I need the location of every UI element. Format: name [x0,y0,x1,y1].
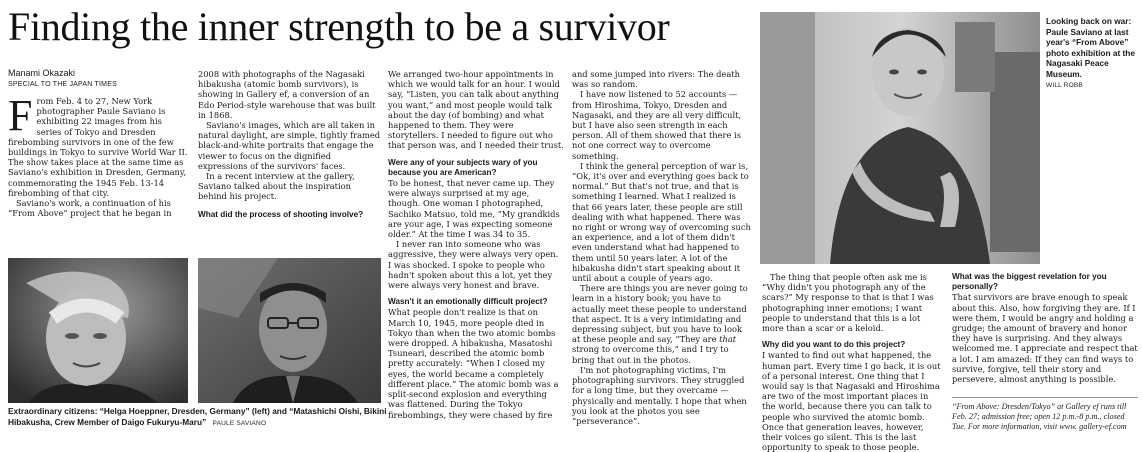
question-heading: Were any of your subjects wary of you because you are American? [388,157,538,177]
portrait-photo-matashichi [198,258,381,403]
byline-name: Manami Okazaki [8,68,76,78]
divider [952,397,1138,398]
paragraph: I have now listened to 52 accounts — from Hiroshima, Tokyo, Dresden and Nagasaki, and they are all very difficult, but I have also seen strength in each person. All of them showed that there is not one correct way to overcome something. [572,89,742,161]
photo-caption [8,406,388,429]
column-1 [8,91,188,219]
column-4 [572,69,752,426]
question-heading: Why did you want to do this project? [762,340,906,350]
question-heading: What was the biggest revelation for you personally? [952,272,1107,292]
photo-credit: PAULE SAVIANO [212,419,267,427]
column-2 [198,69,381,220]
caption-text: Looking back on war: Paule Saviano at last year's “From Above” photo exhibition at the Nagasaki Peace Museum. [1046,16,1135,79]
paragraph-text: strong to overcome this,” and I try to bring that out in the photos. [572,344,729,365]
paragraph: rom Feb. 4 to 27, New York photographer Paule Saviano is exhibiting 22 images from his series of Tokyo and Dresden firebombing survivors in one of the few buildings in Tokyo to survive World War II. The show takes place at the same time as Saviano's exhibition in Dresden, Germany, commemorating the 1945 Feb. 13-14 firebombing of that city. [8,96,188,198]
portrait-photo-helga [8,258,188,403]
question-heading: Wasn't it an emotionally difficult project? [388,297,548,307]
column-5 [762,272,944,452]
paragraph: The thing that people often ask me is “Why didn't you photograph any of the scars?” My response to that is that I was photographing inner emotions; I want people to understand that this is a lot more than a scar or a keloid. [762,272,934,334]
headline: Finding the inner strength to be a survivor [8,4,670,49]
paragraph: To be honest, that never came up. They were always surprised at my age, though. One woman I photographed, Sachiko Matsuo, told me, “My grandkids are your age, I was expecting someone older.” At the time I was 34 to 35. [388,178,560,240]
paragraph: 2008 with photographs of the Nagasaki hibakusha (atomic bomb survivors), is showing in Gallery ef, a conversion of an Edo Period-style warehouse that was built in 1868. [198,69,376,120]
paragraph: I wanted to find out what happened, the human part. Every time I go back, it is out of a personal interest. One thing that I would say is that Nagasaki and Hiroshima are two of the most important places in the world, because there you can talk to people who survived the atomic bomb. Once that generation leaves, however, their voices go silent. This is the last opportunity to speak to those people. [762,350,941,452]
column-6 [952,272,1138,384]
emphasis: that [719,334,737,345]
byline-source: SPECIAL TO THE JAPAN TIMES [8,81,117,88]
paragraph: Saviano's work, a continuation of his “From Above” project that he began in [8,198,172,219]
question-heading: What did the process of shooting involve? [198,209,364,219]
photo-credit: WILL ROBB [1046,82,1083,89]
paragraph: In a recent interview at the gallery, Saviano talked about the inspiration behind his project. [198,171,355,202]
exhibition-info: “From Above: Dresden/Tokyo” at Gallery ef runs till Feb. 27; admission free; open 12 p.m.-8 p.m., closed Tue. For more information, visit www. gallery-ef.com [952,402,1127,432]
photo-paule-saviano [760,12,1040,264]
top-photo-caption [1046,16,1138,92]
column-3 [388,69,564,420]
paragraph [572,283,752,365]
paragraph: I think the general perception of war is, “Ok, it's over and everything goes back to normal.” But that's not true, and that is something I learned. What I realized is that 66 years later, these people are still dealing with what happened. There was no right or wrong way of overcoming such an experience, and a lot of them didn't even understand what had happened to them until 50 years later. A lot of the hibakusha didn't start speaking about it until about a couple of years ago. [572,160,751,284]
paragraph: and some jumped into rivers: The death was so random. [572,69,740,90]
paragraph: That survivors are brave enough to speak about this. Also, how forgiving they are. If I were them, I would be angry and holding a grudge; the amount of bravery and honor they have is surprising. And they always welcomed me. I appreciate and respect that a lot. I am amazed: If they can find ways to survive, forgive, tell their story and persevere, almost anything is possible. [952,292,1138,385]
paragraph: What people don't realize is that on March 10, 1945, more people died in Tokyo than when the two atomic bombs were dropped. A hibakusha, Masatoshi Tsuneari, described the atomic bomb pretty accurately: “When I closed my eyes, the world became a completely different place.” The atomic bomb was a split-second explosion and everything was flattened. During the Tokyo firebombings, they were chased by fire [388,307,559,420]
paragraph: Saviano's images, which are all taken in natural daylight, are simple, tightly framed black-and-white portraits that engage the viewer to focus on the dignified expressions of the survivors' faces. [198,120,381,171]
drop-cap: F [8,91,33,140]
byline [8,68,117,90]
caption-text: Extraordinary citizens: “Helga Hoeppner, Dresden, Germany” (left) and “Matashichi Oishi, Bikini Hibakusha, Crew Member of Daigo Fukuryu-Maru” [8,406,387,427]
paragraph: I'm not photographing victims, I'm photographing survivors. They struggled for a long time, but they overcame — physically and mentally. I hope that when you look at the photos you see “perseverance”. [572,364,747,426]
paragraph-text: There are things you are never going to learn in a history book; you have to actually meet these people to understand that aspect. It is a very intimidating and depressing subject, but you have to look at these people and say, “They are [572,283,748,345]
paragraph: I never ran into someone who was aggressive, they were always very open. I was shocked. I spoke to people who hadn't spoken about this a lot, yet they were always very honest and brave. [388,239,559,291]
paragraph: We arranged two-hour appointments in which we would talk for an hour. I would say, “Listen, you can talk about anything you want,” and most people would talk about the day (of bombing) and what happened to them. They were storytellers. I needed to figure out who that person was, and I needed their trust. [388,69,564,151]
